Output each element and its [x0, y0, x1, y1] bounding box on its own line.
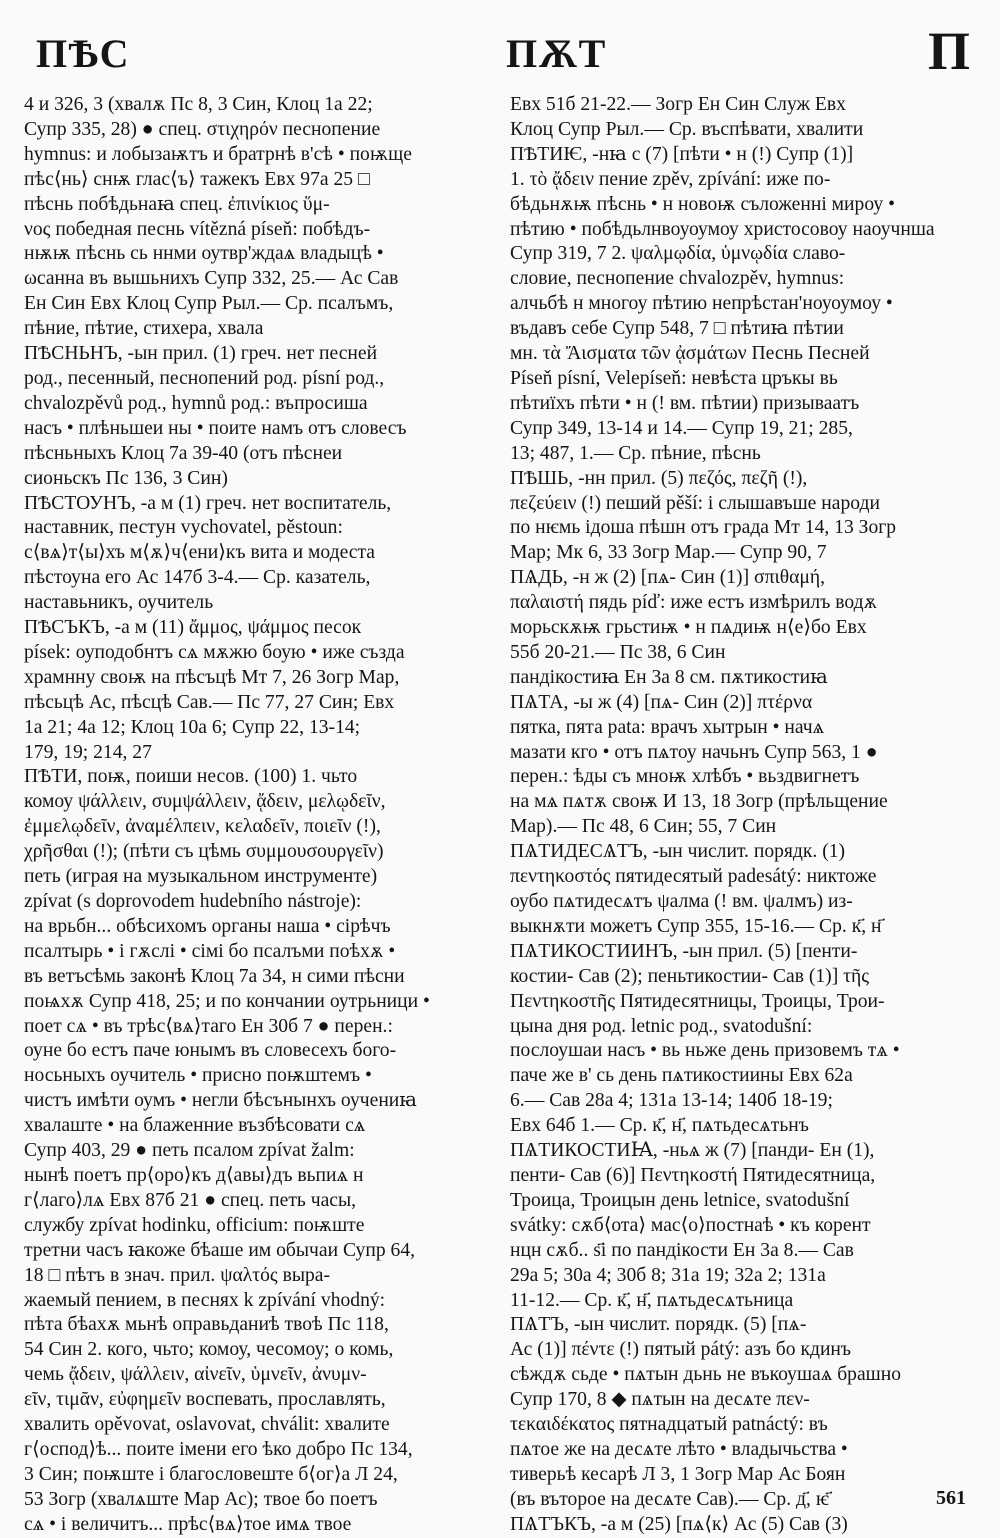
text-line: пѣние, пѣтие, стихера, хвала — [24, 318, 264, 340]
text-line: ωсанна въ вышьнихъ Супр 332, 25.— Ас Сав — [24, 268, 399, 290]
text-line: svátky: сѫб⟨ота⟩ мас⟨о⟩постнаѣ • къ корент — [510, 1214, 871, 1236]
section-letter: П — [927, 21, 970, 81]
running-head-left: ПѢС — [36, 31, 130, 76]
text-line: жаемый пением, в песнях k zpívání vhodný: — [24, 1289, 386, 1311]
text-line: бѣдьнѫѭ пѣснь • н новоѭ съложенні мироу • — [510, 193, 895, 215]
text-line: хвалаште • на блаженние възбѣсовати сѧ — [24, 1115, 366, 1137]
text-line: нѭѭ пѣснь сь ннми оутвр'ждаѧ владыцѣ • — [24, 243, 384, 265]
text-line: 29а 5; 30а 4; 30б 8; 31а 19; 32а 2; 131а — [510, 1264, 826, 1286]
text-line: ПѦТИКОСТИꙖ, -ньѧ ж (7) [панди- Ен (1), — [510, 1140, 875, 1162]
text-line: пандікостиꙗ Ен 3а 8 см. пѫтикостиꙗ — [510, 666, 828, 688]
text-line: Евх 64б 1.— Ср. к҃, н҃, пѧтьдесѧтьнъ — [510, 1115, 809, 1137]
text-line: наставьникъ, оучитель — [24, 592, 214, 614]
text-line: ПѢШЬ, -нн прил. (5) πεζός, πεζῆ (!), — [510, 467, 808, 489]
text-line: Евх 51б 21-22.— Зогр Ен Син Служ Евх — [510, 94, 846, 115]
text-line: по нѥмь ідоша пѣшн отъ града Мт 14, 13 Зогр — [510, 517, 897, 539]
text-line: 53 Зогр (хвалѧште Мар Ас); твое бо поетъ — [24, 1488, 378, 1510]
text-line: (въ въторое на десѧте Сав).— Ср. д҃, ѥ҃ — [510, 1488, 830, 1510]
text-line: πεντηκοστός пятидесятый padesátý: никтоже — [510, 866, 877, 888]
text-line: оубо пѧтидесѧтъ ψалма (! вм. ψалмъ) из- — [510, 891, 853, 912]
text-line: поѩхѫ Супр 418, 25; и по кончании оутрьници • — [24, 990, 430, 1012]
text-line: послоушаи насъ • вь ньже день призовемъ тѧ • — [510, 1040, 900, 1062]
text-line: г⟨оспод⟩ѣ... поите імени его ѣко добро Пс 134, — [24, 1438, 413, 1460]
text-line: храмнну своѭ на пѣсъцѣ Мт 7, 26 Зогр Мар, — [24, 666, 400, 688]
text-line: чемь ᾄδειν, ψάλλειν, αἰνεῖν, ὑμνεῖν, ἀνυμν- — [24, 1364, 367, 1386]
text-line: выкнѫти можетъ Супр 355, 15-16.— Ср. к҃, н҃ — [510, 915, 882, 937]
text-line: пѣсньныхъ Клоц 7а 39-40 (отъ пѣснеи — [24, 442, 343, 464]
text-line: въ ветъсѣмь законѣ Клоц 7а 34, н сими пѣсни — [24, 965, 405, 987]
text-line: службу zpívat hodinku, officium: поѭште — [24, 1214, 365, 1236]
text-line: сѧ • і величитъ... прѣс⟨вѧ⟩тое имѧ твое — [24, 1513, 352, 1535]
text-line: пѣтиїхъ пѣти • н (! вм. пѣтии) призываатъ — [510, 392, 860, 414]
text-line: пенти- Сав (6)] Πεντηκοστή Пятидесятница, — [510, 1164, 876, 1186]
text-line: алчьбѣ н многоу пѣтию непрѣстан'ноуоумоу • — [510, 293, 893, 315]
text-line: тиверьѣ кесарѣ Л 3, 1 Зогр Мар Ас Боян — [510, 1463, 846, 1485]
text-line: сѣждѫ сьде • пѧтын дьнь не въкоушаѧ брашно — [510, 1364, 902, 1386]
text-line: чистъ имѣти оумъ • негли бѣсънынхъ оучениꙗ — [24, 1090, 417, 1112]
text-line: перен.: ѣды съ мноѭ хлѣбъ • вьздвигнетъ — [510, 766, 860, 788]
text-line: 55б 20-21.— Пс 38, 6 Син — [510, 641, 726, 663]
text-line: Píseň písní, Velepíseň: невѣста цръкы вь — [510, 367, 838, 389]
text-line: Супр 319, 7 2. ψαλμῳδία, ὑμνῳδία славо- — [510, 243, 846, 265]
text-line: 54 Син 2. кого, чьто; комоу, чесомоу; о комь, — [24, 1339, 394, 1361]
text-line: петь (играя на музыкальном инструменте) — [24, 866, 378, 888]
text-line: на мѧ пѧтѫ своѭ И 13, 18 Зогр (прѣльщение — [510, 791, 888, 813]
text-line: пѣтию • побѣдьлнвоуоумоу христосовоу наоучнша — [510, 218, 935, 240]
right-column — [510, 93, 976, 1538]
text-line: ПѦТА, -ы ж (4) [пѧ- Син (2)] πτέρνα — [510, 691, 813, 713]
text-line: 6.— Сав 28а 4; 131а 13-14; 140б 18-19; — [510, 1090, 833, 1112]
text-line: хвалить opěvovat, oslavovat, chválit: хвалите — [24, 1414, 390, 1436]
text-line: мн. τὰ Ἄισματα τῶν ᾀσμάτων Песнь Песней — [510, 343, 870, 365]
text-line: τεκαιδέκατος пятнадцатый patnáctý: въ — [510, 1414, 828, 1436]
text-line: пѣстоуна его Ас 147б 3-4.— Ср. казатель, — [24, 567, 371, 589]
text-line: 1а 21; 4а 12; Клоц 10а 6; Супр 22, 13-14; — [24, 716, 361, 738]
text-line: сионьскъ Пс 136, 3 Син) — [24, 467, 228, 489]
text-line: костии- Сав (2); пеньтикостии- Сав (1)] τῆς — [510, 965, 870, 987]
text-line: νος победная песнь vítězná píseň: побѣдъ- — [24, 218, 371, 240]
text-line: Ен Син Евх Клоц Супр Рыл.— Ср. псалъмъ, — [24, 293, 394, 315]
text-line: Супр 335, 28) ● спец. στιχηρόν песнопение — [24, 118, 381, 140]
text-line: мазати кго • отъ пѧтоу начьнъ Супр 563, 1 ● — [510, 741, 878, 763]
text-line: 13; 487, 1.— Ср. пѣние, пѣснь — [510, 442, 761, 464]
text-line: въдавъ себе Супр 548, 7 □ пѣтиꙗ пѣтии — [510, 318, 844, 340]
text-line: zpívat (s doprovodem hudebního nástroje): — [24, 891, 362, 912]
text-line: носьныхъ оучитель • присно поѭштемъ • — [24, 1065, 372, 1087]
text-line: паче же в' сь день пѧтикостиины Евх 62а — [510, 1065, 853, 1087]
text-line: ПѦТЪ, -ын числит. порядк. (5) [пѧ- — [510, 1314, 807, 1336]
text-line: Ас (1)] πέντε (!) пятый pátý: азъ бо кдинъ — [510, 1339, 852, 1361]
text-line: нцн сѫб.. ѕ҃і по пандікости Ен 3а 8.— Сав — [510, 1239, 854, 1261]
text-line: Мар).— Пс 48, 6 Син; 55, 7 Син — [510, 816, 777, 838]
text-line: 4 и 326, 3 (хвалѫ Пс 8, 3 Син, Клоц 1а 22; — [24, 94, 373, 115]
text-line: 18 □ пѣтъ в знач. прил. ψαλτός выра- — [24, 1264, 331, 1286]
text-line: 11-12.— Ср. к҃, н҃, пѧтьдесѧтьница — [510, 1289, 794, 1311]
text-line: Троица, Троицын день letnice, svatodušní — [510, 1189, 850, 1211]
text-line: оуне бо естъ паче юнымъ въ словесехъ бого- — [24, 1040, 397, 1062]
text-line: 1. τὸ ᾄδειν пение zpěv, zpívání: иже по- — [510, 168, 831, 190]
text-line: ἐμμελῳδεῖν, ἀναμέλπειν, κελαδεῖν, ποιεῖν (!), — [24, 816, 381, 838]
text-line: πεζεύειν (!) пеший pěší: і слышавъше народи — [510, 492, 880, 514]
text-line: цына дня род. letnic род., svatodušní: — [510, 1015, 813, 1037]
text-line: ПѢТИ, поѭ, поиши несов. (100) 1. чьто — [24, 766, 358, 788]
text-line: ПѢСЪКЪ, -а м (11) ἄμμος, ψάμμος песок — [24, 617, 362, 639]
text-line: Супр 170, 8 ◆ пѧтын на десѧте πεν- — [510, 1389, 810, 1411]
left-column — [24, 93, 498, 1538]
text-line: ПѦТИДЕСѦТЪ, -ын числит. порядк. (1) — [510, 841, 846, 863]
text-line: 3 Син; поѭште і благословеште б⟨ог⟩а Л 24, — [24, 1463, 398, 1485]
text-line: písek: оуподобнтъ сѧ мѫжю боую • иже създа — [24, 641, 405, 663]
text-line: пѣта бѣахѫ мьнѣ оправьданиѣ твоѣ Пс 118, — [24, 1314, 389, 1336]
text-line: Клоц Супр Рыл.— Ср. въспѣвати, хвалити — [510, 118, 864, 140]
page-number: 561 — [936, 1487, 966, 1509]
text-line: третни часъ ꙗкоже бѣаше им обычаи Супр 64, — [24, 1239, 416, 1261]
text-line: словие, песнопение chvalozpěv, hymnus: — [510, 268, 845, 290]
text-line: насъ • плѣньшеи ны • поите намъ отъ словесъ — [24, 417, 407, 439]
text-line: комоу ψάλλειν, συμψάλλειν, ᾄδειν, μελῳδεῖν, — [24, 791, 386, 813]
text-line: морьскѫѭ грьстиѭ • н пѧдиѭ н⟨е⟩бо Евх — [510, 617, 867, 639]
text-line: 179, 19; 214, 27 — [24, 741, 152, 763]
text-line: ПѢТИѤ, -нꙗ с (7) [пѣти • н (!) Супр (1)] — [510, 143, 854, 165]
text-line: пѧтое же на десѧте лѣто • владычьства • — [510, 1438, 848, 1460]
text-line: г⟨лаго⟩лѧ Евх 87б 21 ● спец. петь часы, — [24, 1189, 357, 1211]
text-line: ПѢСТОУНЪ, -а м (1) греч. нет воспитатель, — [24, 492, 392, 514]
text-line: род., песенный, песнопений род. písní род., — [24, 367, 385, 389]
text-line: ПѦТИКОСТИИНЪ, -ын прил. (5) [пенти- — [510, 940, 858, 962]
text-line: пѣс⟨нь⟩ снѭ глас⟨ъ⟩ тажекъ Евх 97а 25 □ — [24, 168, 370, 190]
text-line: ПѦДЬ, -н ж (2) [пѧ- Син (1)] σπιθαμή, — [510, 567, 826, 589]
text-line: ПѦТЪКЪ, -а м (25) [пѧ⟨к⟩ Ас (5) Сав (3) — [510, 1513, 848, 1535]
text-line: chvalozpěvů род., hymnů род.: въпросиша — [24, 392, 368, 414]
text-line: на врьбн... обѣсихомъ органы наша • сірѣчъ — [24, 915, 391, 937]
text-line: наставник, пестун vychovatel, pěstoun: — [24, 517, 343, 539]
text-line: Мар; Мк 6, 33 Зогр Мар.— Супр 90, 7 — [510, 542, 827, 564]
text-line: Супр 349, 13-14 и 14.— Супр 19, 21; 285, — [510, 417, 853, 439]
text-line: Πεντηκοστῆς Пятидесятницы, Троицы, Трои- — [510, 990, 885, 1012]
running-head-middle: ПѪТ — [506, 31, 607, 76]
text-line: hymnus: и лобызаѭтъ и братрнѣ в'сѣ • поѭще — [24, 143, 412, 165]
text-line: εῖν, τιμᾶν, εὐφημεῖν воспевать, прославлять, — [24, 1389, 386, 1411]
text-line: пятка, пята pata: врачъ хытрын • начѧ — [510, 716, 825, 738]
text-line: παλαιστή пядь píď: иже естъ измѣрилъ водѫ — [510, 592, 878, 614]
text-line: Супр 403, 29 ● петь псалом zpívat žalm: — [24, 1140, 355, 1162]
text-line: пѣсьцѣ Ас, пѣсцѣ Сав.— Пс 77, 27 Син; Евх — [24, 691, 395, 713]
text-line: псалтырь • і гѫслі • сімі бо псалъми поѣхѫ • — [24, 940, 396, 962]
page-header — [0, 22, 1000, 82]
text-line: нынѣ поетъ пр⟨оро⟩къ д⟨авы⟩дъ вьпиѧ н — [24, 1164, 364, 1186]
text-line: поет сѧ • въ трѣс⟨вѧ⟩таго Ен 30б 7 ● перен.: — [24, 1015, 393, 1037]
text-line: χρῆσθαι (!); (пѣти съ цѣмь συμμουσουργεῖν) — [24, 841, 384, 863]
text-line: ПѢСНЬНЪ, -ын прил. (1) греч. нет песней — [24, 343, 378, 365]
text-line: пѣснь побѣдьнаꙗ спец. ἐπινίκιος ὕμ- — [24, 193, 330, 215]
text-line: с⟨вѧ⟩т⟨ы⟩хъ м⟨ѫ⟩ч⟨ени⟩къ вита и модеста — [24, 542, 375, 564]
